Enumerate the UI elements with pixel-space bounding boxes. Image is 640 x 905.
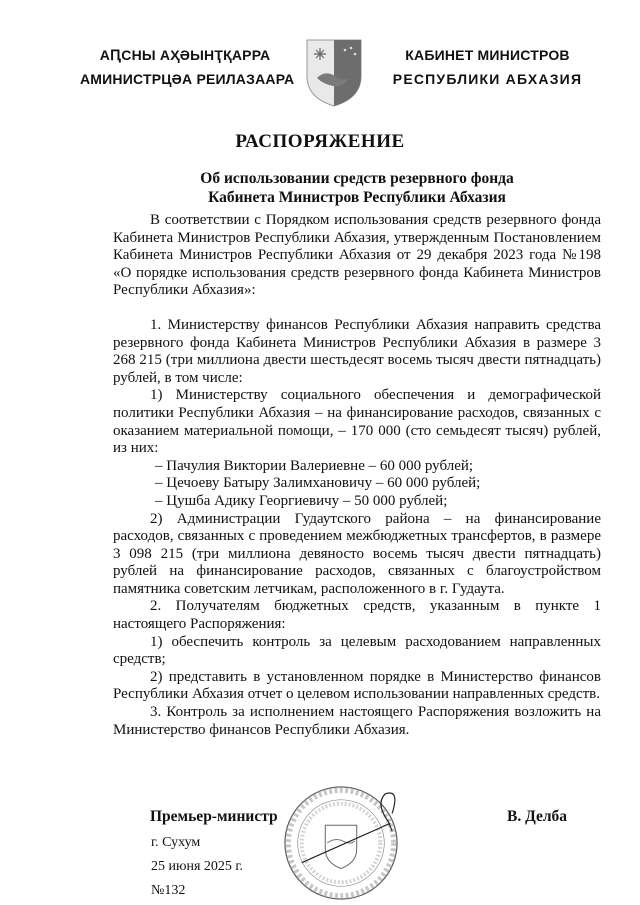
signatory-name: В. Делба <box>507 808 568 825</box>
header-right-line2: РЕСПУБЛИКИ АБХАЗИЯ <box>392 71 583 87</box>
preamble-paragraph: В соответствии с Порядком использования средств резервного фонда Кабинета Министров Республики Абхазия, утвержденным Постановлением Кабинета Министров Республики Абхазия от 29 декабря 2023 года №198 «О порядке использования средств резервного фонда Кабинета Министров Республики Абхазия»: <box>113 212 601 299</box>
clause-2: 2. Получателям бюджетных средств, указанным в пункте 1 настоящего Распоряжения: <box>113 598 601 633</box>
document-subtitle <box>113 169 601 207</box>
recipient-item: – Цечоеву Батыру Залимхановичу – 60 000 рублей; <box>155 475 481 492</box>
clause-2-2: 2) представить в установленном порядке в Министерство финансов Республики Абхазия отчет о целевом использовании направленных средств. <box>113 668 601 703</box>
header-right <box>385 43 590 91</box>
clause-1-1: 1) Министерству социального обеспечения и демографической политики Республики Абхазия – на финансирование расходов, связанных с оказанием материальной помощи, – 170 000 (сто семьдесят тысяч) рублей, из них: <box>113 387 601 457</box>
recipient-item: – Цушба Адику Георгиевичу – 50 000 рублей; <box>155 492 448 509</box>
signatory-position: Премьер-министр <box>150 808 278 825</box>
subtitle-line1: Об использовании средств резервного фонда <box>200 170 514 187</box>
header-left-line2: АМИНИСТРЦӘА РЕИЛАЗААРА <box>80 71 295 87</box>
place-of-issue: г. Сухум <box>151 835 201 850</box>
document-body <box>113 212 601 739</box>
clause-3: 3. Контроль за исполнением настоящего Распоряжения возложить на Министерство финансов Республики Абхазия. <box>113 704 601 738</box>
header-left <box>80 43 295 91</box>
document-number: №132 <box>151 883 186 898</box>
header-right-line1: КАБИНЕТ МИНИСТРОВ <box>405 47 570 63</box>
clause-1-2: 2) Администрации Гудаутского района – на финансирование расходов, связанных с проведением межбюджетных трансфертов, в размере 3 098 215 (три миллиона девяносто восемь тысяч двести пятнадцать) рублей на финансирование расходов, связанных с благоустройством памятника советским летчикам, расположенного в г. Гудаута. <box>113 510 601 597</box>
subtitle-line2: Кабинета Министров Республики Абхазия <box>208 189 506 206</box>
clause-2-1: 1) обеспечить контроль за целевым расходованием направленных средств; <box>113 633 601 668</box>
official-seal <box>282 784 400 902</box>
recipient-item: – Пачулия Виктории Валериевне – 60 000 рублей; <box>155 457 474 474</box>
document-title: РАСПОРЯЖЕНИЕ <box>235 131 405 152</box>
issue-date: 25 июня 2025 г. <box>151 859 244 874</box>
header-left-line1: АԤСНЫ АҲӘЫНҬҚАРРА <box>99 47 271 63</box>
clause-1: 1. Министерству финансов Республики Абхазия направить средства резервного фонда Кабинета Министров Республики Абхазия в размере 3 268 215 (три миллиона двести шестьдесят восемь тысяч двести пятнадцать) рублей, в том числе: <box>113 316 601 386</box>
coat-of-arms-emblem <box>303 36 365 108</box>
